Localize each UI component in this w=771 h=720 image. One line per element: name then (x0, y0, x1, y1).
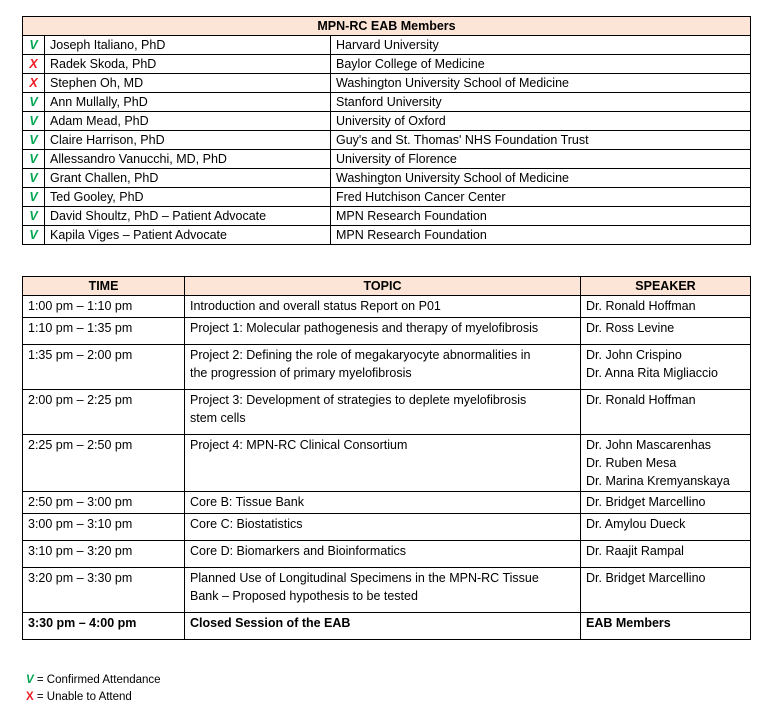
agenda-row (23, 296, 751, 318)
session-topic (185, 613, 581, 640)
session-time: 3:30 pm – 4:00 pm (23, 613, 185, 640)
confirmed-mark: V (23, 93, 45, 112)
member-institution: Guy's and St. Thomas' NHS Foundation Trust (331, 131, 751, 150)
speaker-name: Dr. Ross Levine (586, 321, 675, 335)
speaker-name: EAB Members (586, 616, 671, 630)
session-speakers (581, 390, 751, 435)
session-speakers (581, 492, 751, 514)
speaker-name: Dr. John Crispino (586, 348, 682, 362)
member-institution: Stanford University (331, 93, 751, 112)
member-row (23, 226, 751, 245)
session-topic (185, 435, 581, 492)
session-speakers (581, 613, 751, 640)
session-speakers (581, 296, 751, 318)
confirmed-legend-text: = Confirmed Attendance (33, 674, 161, 686)
member-name: Grant Challen, PhD (45, 169, 331, 188)
member-institution: University of Oxford (331, 112, 751, 131)
topic-line: Planned Use of Longitudinal Specimens in the MPN-RC Tissue (190, 571, 539, 585)
speaker-name: Dr. Bridget Marcellino (586, 571, 706, 585)
agenda-row (23, 390, 751, 435)
speaker-name: Dr. Marina Kremyanskaya (586, 474, 730, 488)
speaker-name: Dr. Raajit Rampal (586, 544, 684, 558)
topic-column-header: TOPIC (185, 277, 581, 296)
member-name: Ann Mullally, PhD (45, 93, 331, 112)
topic-line: Project 3: Development of strategies to deplete myelofibrosis (190, 393, 527, 407)
member-institution: MPN Research Foundation (331, 226, 751, 245)
member-name: Joseph Italiano, PhD (45, 36, 331, 55)
topic-line: Project 4: MPN-RC Clinical Consortium (190, 438, 408, 452)
session-topic (185, 492, 581, 514)
agenda-row (23, 568, 751, 613)
session-topic (185, 541, 581, 568)
member-name: Kapila Viges – Patient Advocate (45, 226, 331, 245)
session-time: 3:10 pm – 3:20 pm (23, 541, 185, 568)
topic-line: Closed Session of the EAB (190, 616, 351, 630)
speaker-name: Dr. Ronald Hoffman (586, 299, 696, 313)
agenda-row (23, 318, 751, 345)
confirmed-mark: V (23, 188, 45, 207)
speaker-column-header: SPEAKER (581, 277, 751, 296)
session-time: 1:10 pm – 1:35 pm (23, 318, 185, 345)
unable-mark: X (23, 55, 45, 74)
confirmed-mark: V (23, 169, 45, 188)
agenda-row (23, 345, 751, 390)
session-topic (185, 296, 581, 318)
member-name: Ted Gooley, PhD (45, 188, 331, 207)
topic-line: stem cells (190, 411, 246, 425)
member-row (23, 93, 751, 112)
topic-line: Core C: Biostatistics (190, 517, 303, 531)
session-topic (185, 514, 581, 541)
member-institution: University of Florence (331, 150, 751, 169)
member-row (23, 169, 751, 188)
attendance-legend (26, 672, 161, 706)
session-time: 3:20 pm – 3:30 pm (23, 568, 185, 613)
eab-members-table (22, 16, 751, 245)
member-institution: Washington University School of Medicine (331, 74, 751, 93)
member-name: Radek Skoda, PhD (45, 55, 331, 74)
legend-unable (26, 689, 161, 706)
session-speakers (581, 318, 751, 345)
member-institution: Baylor College of Medicine (331, 55, 751, 74)
topic-line: Project 2: Defining the role of megakaryocyte abnormalities in (190, 348, 531, 362)
time-column-header: TIME (23, 277, 185, 296)
agenda-row (23, 613, 751, 640)
member-institution: MPN Research Foundation (331, 207, 751, 226)
agenda-table (22, 276, 751, 640)
member-name: Allessandro Vanucchi, MD, PhD (45, 150, 331, 169)
session-speakers (581, 514, 751, 541)
legend-confirmed (26, 672, 161, 689)
unable-symbol: X (26, 691, 34, 703)
member-institution: Washington University School of Medicine (331, 169, 751, 188)
member-name: David Shoultz, PhD – Patient Advocate (45, 207, 331, 226)
member-row (23, 207, 751, 226)
member-row (23, 150, 751, 169)
session-speakers (581, 568, 751, 613)
session-topic (185, 390, 581, 435)
member-row (23, 55, 751, 74)
session-time: 2:00 pm – 2:25 pm (23, 390, 185, 435)
speaker-name: Dr. John Mascarenhas (586, 438, 712, 452)
member-row (23, 131, 751, 150)
agenda-row (23, 541, 751, 568)
member-row (23, 36, 751, 55)
session-topic (185, 568, 581, 613)
member-row (23, 74, 751, 93)
session-speakers (581, 541, 751, 568)
member-institution: Harvard University (331, 36, 751, 55)
session-time: 2:50 pm – 3:00 pm (23, 492, 185, 514)
agenda-row (23, 514, 751, 541)
topic-line: the progression of primary myelofibrosis (190, 366, 412, 380)
member-name: Claire Harrison, PhD (45, 131, 331, 150)
member-row (23, 188, 751, 207)
topic-line: Core B: Tissue Bank (190, 495, 304, 509)
unable-mark: X (23, 74, 45, 93)
session-time: 2:25 pm – 2:50 pm (23, 435, 185, 492)
member-institution: Fred Hutchison Cancer Center (331, 188, 751, 207)
session-speakers (581, 345, 751, 390)
agenda-row (23, 435, 751, 492)
confirmed-symbol: V (26, 674, 34, 686)
confirmed-mark: V (23, 36, 45, 55)
session-time: 1:35 pm – 2:00 pm (23, 345, 185, 390)
member-name: Stephen Oh, MD (45, 74, 331, 93)
agenda-row (23, 492, 751, 514)
session-speakers (581, 435, 751, 492)
speaker-name: Dr. Ronald Hoffman (586, 393, 696, 407)
speaker-name: Dr. Amylou Dueck (586, 517, 686, 531)
session-topic (185, 318, 581, 345)
topic-line: Bank – Proposed hypothesis to be tested (190, 589, 418, 603)
topic-line: Core D: Biomarkers and Bioinformatics (190, 544, 407, 558)
members-table-title: MPN-RC EAB Members (23, 17, 751, 36)
confirmed-mark: V (23, 226, 45, 245)
member-name: Adam Mead, PhD (45, 112, 331, 131)
topic-line: Introduction and overall status Report on P01 (190, 299, 441, 313)
session-time: 1:00 pm – 1:10 pm (23, 296, 185, 318)
session-topic (185, 345, 581, 390)
confirmed-mark: V (23, 131, 45, 150)
speaker-name: Dr. Anna Rita Migliaccio (586, 366, 719, 380)
confirmed-mark: V (23, 112, 45, 131)
unable-legend-text: = Unable to Attend (33, 691, 132, 703)
topic-line: Project 1: Molecular pathogenesis and therapy of myelofibrosis (190, 321, 539, 335)
session-time: 3:00 pm – 3:10 pm (23, 514, 185, 541)
confirmed-mark: V (23, 207, 45, 226)
speaker-name: Dr. Bridget Marcellino (586, 495, 706, 509)
speaker-name: Dr. Ruben Mesa (586, 456, 677, 470)
member-row (23, 112, 751, 131)
confirmed-mark: V (23, 150, 45, 169)
